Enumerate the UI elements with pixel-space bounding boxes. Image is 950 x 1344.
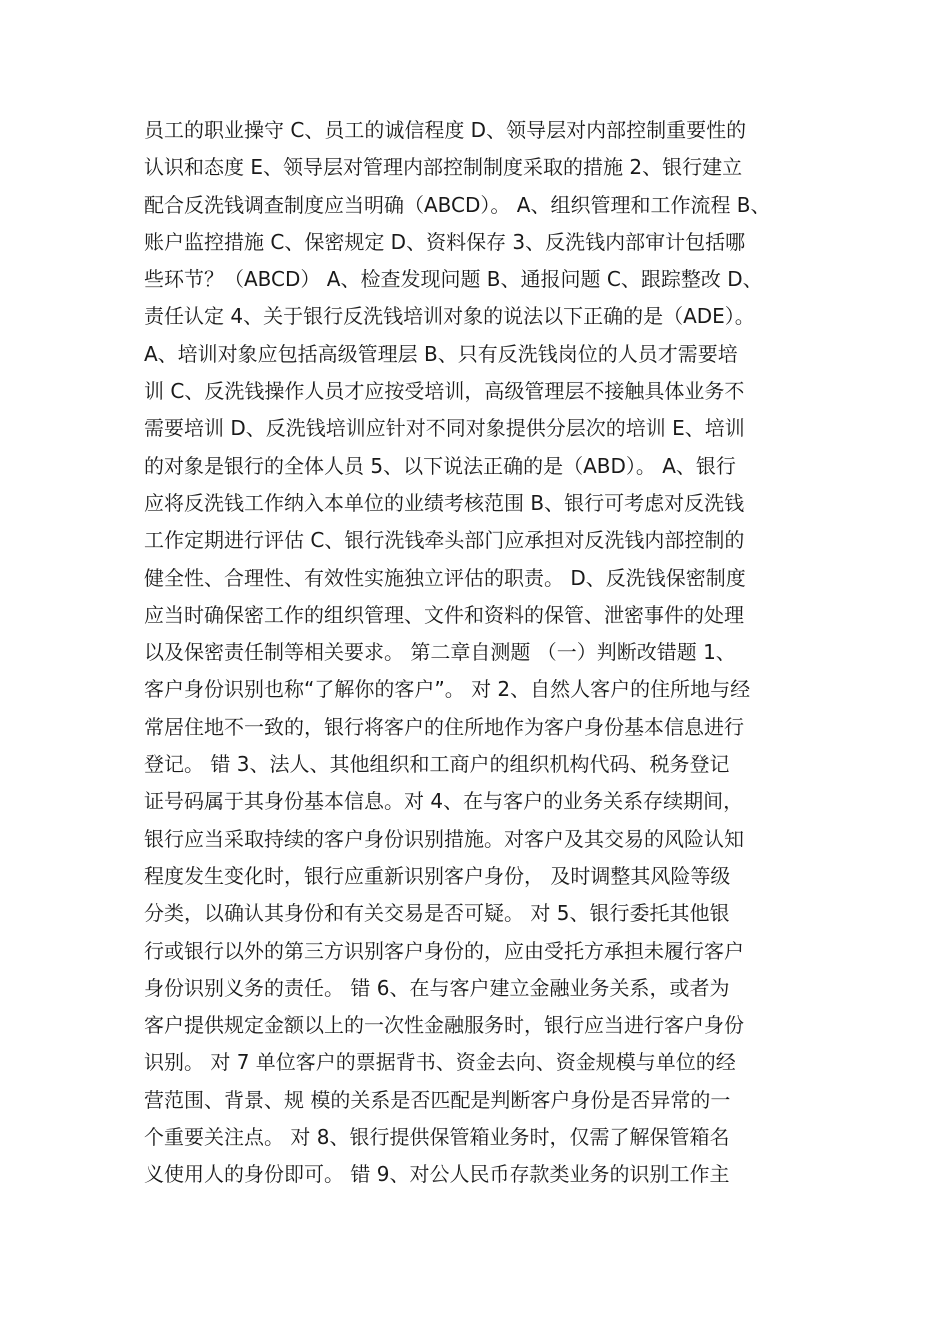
text-line: 分类，以确认其身份和有关交易是否可疑。 对 5、银行委托其他银 xyxy=(144,901,730,926)
text-line: 应当时确保密工作的组织管理、文件和资料的保管、泄密事件的处理 xyxy=(144,602,744,627)
text-line: 营范围、背景、规 模的关系是否匹配是判断客户身份是否异常的一 xyxy=(144,1087,731,1112)
text-line: 义使用人的身份即可。 错 9、对公人民币存款类业务的识别工作主 xyxy=(144,1162,730,1187)
text-line: 程度发生变化时，银行应重新识别客户身份， 及时调整其风险等级 xyxy=(144,863,731,888)
text-line: 行或银行以外的第三方识别客户身份的，应由受托方承担未履行客户 xyxy=(144,938,744,963)
text-line: 客户身份识别也称“了解你的客户”。 对 2、自然人客户的住所地与经 xyxy=(144,677,751,702)
text-line: 证号码属于其身份基本信息。对 4、在与客户的业务关系存续期间， xyxy=(144,789,744,814)
text-line: 认识和态度 E、领导层对管理内部控制制度采取的措施 2、银行建立 xyxy=(144,155,743,180)
text-line: 身份识别义务的责任。 错 6、在与客户建立金融业务关系，或者为 xyxy=(144,975,730,1000)
text-line: 员工的职业操守 C、员工的诚信程度 D、领导层对内部控制重要性的 xyxy=(144,118,747,142)
text-line: A、培训对象应包括高级管理层 B、只有反洗钱岗位的人员才需要培 xyxy=(144,341,738,366)
text-line: 常居住地不一致的，银行将客户的住所地作为客户身份基本信息进行 xyxy=(144,714,744,739)
text-line: 登记。 错 3、法人、其他组织和工商户的组织机构代码、税务登记 xyxy=(144,752,730,777)
text-line: 客户提供规定金额以上的一次性金融服务时，银行应当进行客户身份 xyxy=(144,1013,744,1038)
text-line: 训 C、反洗钱操作人员才应按受培训，高级管理层不接触具体业务不 xyxy=(144,379,745,404)
text-line: 健全性、合理性、有效性实施独立评估的职责。 D、反洗钱保密制度 xyxy=(144,565,746,590)
text-line: 责任认定 4、关于银行反洗钱培训对象的说法以下正确的是（ADE）。 xyxy=(144,304,755,329)
text-line: 以及保密责任制等相关要求。 第二章自测题 （一）判断改错题 1、 xyxy=(144,640,736,665)
text-line: 的对象是银行的全体人员 5、以下说法正确的是（ABD）。 A、银行 xyxy=(144,453,736,478)
text-line: 银行应当采取持续的客户身份识别措施。对客户及其交易的风险认知 xyxy=(144,826,744,851)
text-line: 配合反洗钱调查制度应当明确（ABCD）。 A、组织管理和工作流程 B、 xyxy=(144,192,771,217)
text-line: 识别。 对 7 单位客户的票据背书、资金去向、资金规模与单位的经 xyxy=(144,1050,736,1075)
body-text xyxy=(144,112,808,1194)
text-line: 账户监控措施 C、保密规定 D、资料保存 3、反洗钱内部审计包括哪 xyxy=(144,229,746,254)
text-line: 需要培训 D、反洗钱培训应针对不同对象提供分层次的培训 E、培训 xyxy=(144,416,745,441)
text-line: 个重要关注点。 对 8、银行提供保管箱业务时，仅需了解保管箱名 xyxy=(144,1125,730,1150)
text-line: 工作定期进行评估 C、银行洗钱牵头部门应承担对反洗钱内部控制的 xyxy=(144,528,745,553)
text-line: 应将反洗钱工作纳入本单位的业绩考核范围 B、银行可考虑对反洗钱 xyxy=(144,490,745,515)
text-line: 些环节？（ABCD） A、检查发现问题 B、通报问题 C、跟踪整改 D、 xyxy=(144,267,763,292)
